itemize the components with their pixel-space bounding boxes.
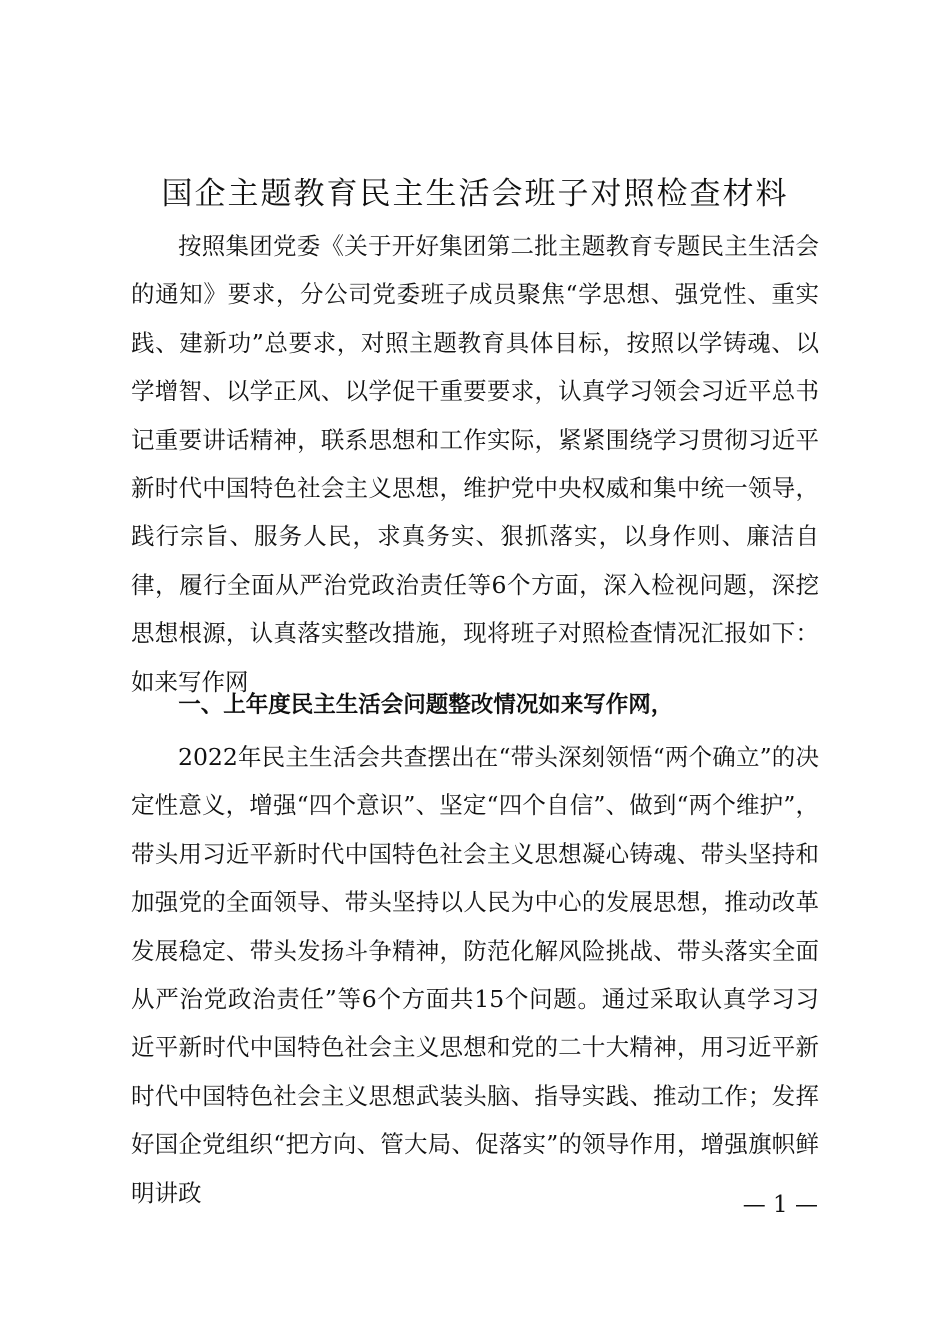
section-heading: 一、上年度民主生活会问题整改情况如来写作网， <box>178 692 674 718</box>
page-number: — 1 — <box>742 1192 818 1218</box>
document-title: 国企主题教育民主生活会班子对照检查材料 <box>161 176 789 212</box>
intro-paragraph: 按照集团党委《关于开好集团第二批主题教育专题民主生活会的通知》要求，分公司党委班子成员聚焦“学思想、强党性、重实践、建新功”总要求，对照主题教育具体目标，按照以学铸魂、以学增智、以学正风、以学促干重要要求，认真学习领会习近平总书记重要讲话精神，联系思想和工作实际，紧紧围绕学习贯彻习近平新时代中国特色社会主义思想，维护党中央权威和集中统一领导，践行宗旨、服务人民，求真务实、狠抓落实，以身作则、廉洁自律，履行全面从严治党政治责任等6个方面，深入检视问题，深挖思想根源，认真落实整改措施，现将班子对照检查情况汇报如下：如来写作网 <box>131 232 819 696</box>
section-paragraph: 2022年民主生活会共查摆出在“带头深刻领悟“两个确立”的决定性意义，增强“四个意识”、坚定“四个自信”、做到“两个维护”，带头用习近平新时代中国特色社会主义思想凝心铸魂、带头坚持和加强党的全面领导、带头坚持以人民为中心的发展思想，推动改革发展稳定、带头发扬斗争精神，防范化解风险挑战、带头落实全面从严治党政治责任”等6个方面共15个问题。通过采取认真学习习近平新时代中国特色社会主义思想和党的二十大精神，用习近平新时代中国特色社会主义思想武装头脑、指导实践、推动工作；发挥好国企党组织“把方向、管大局、促落实”的领导作用，增强旗帜鲜明讲政 <box>131 743 819 1207</box>
